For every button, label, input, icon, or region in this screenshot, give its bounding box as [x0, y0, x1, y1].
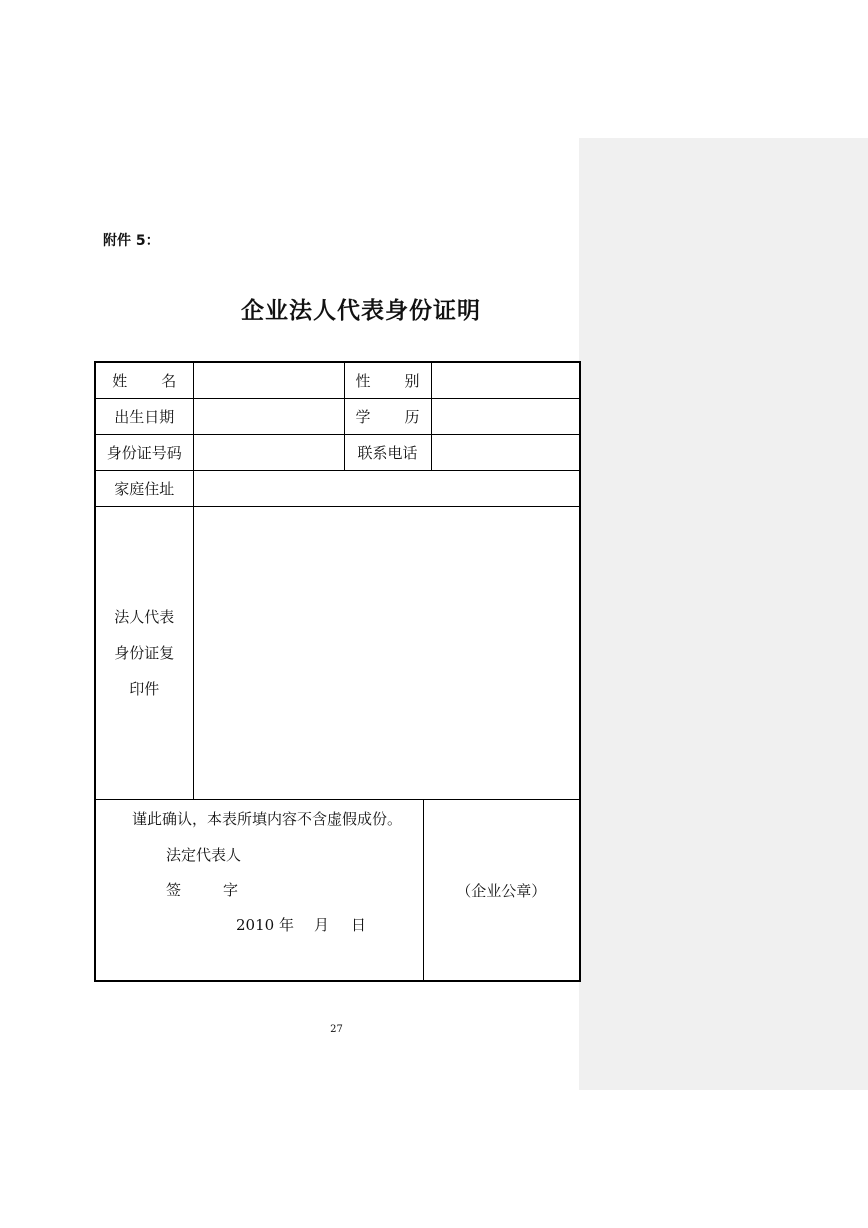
gender-field[interactable]	[431, 362, 580, 399]
identity-form-table	[94, 361, 581, 982]
signature-date: 2010 年 月 日	[236, 916, 366, 934]
table-row	[95, 362, 580, 399]
birth-date-field[interactable]	[193, 399, 344, 435]
phone-field[interactable]	[431, 435, 580, 471]
phone-label: 联系电话	[344, 435, 431, 471]
id-copy-area[interactable]	[193, 507, 580, 800]
gender-label: 性 别	[344, 362, 431, 399]
address-label: 家庭住址	[95, 471, 193, 507]
name-field[interactable]	[193, 362, 344, 399]
id-number-label: 身份证号码	[95, 435, 193, 471]
comment-margin-pane	[579, 138, 868, 1090]
table-row	[95, 507, 580, 800]
table-row	[95, 399, 580, 435]
page-title: 企业法人代表身份证明	[241, 298, 481, 324]
address-field[interactable]	[193, 471, 580, 507]
table-row	[95, 471, 580, 507]
table-row	[95, 435, 580, 471]
declaration-cell	[95, 800, 423, 982]
id-number-field[interactable]	[193, 435, 344, 471]
education-label: 学 历	[344, 399, 431, 435]
company-seal-cell[interactable]	[423, 800, 580, 982]
declaration-text: 谨此确认，本表所填内容不含虚假成份。	[132, 810, 403, 828]
company-seal-label: （企业公章）	[456, 881, 547, 900]
table-row	[95, 800, 580, 982]
attachment-label: 附件 5：	[103, 233, 160, 249]
education-field[interactable]	[431, 399, 580, 435]
name-label: 姓 名	[95, 362, 193, 399]
page-number: 27	[330, 1024, 343, 1035]
birth-date-label: 出生日期	[95, 399, 193, 435]
legal-rep-label: 法定代表人	[166, 846, 242, 864]
id-copy-label: 法人代表 身份证复 印件	[95, 507, 193, 800]
signature-label[interactable]: 签 字	[166, 881, 239, 899]
